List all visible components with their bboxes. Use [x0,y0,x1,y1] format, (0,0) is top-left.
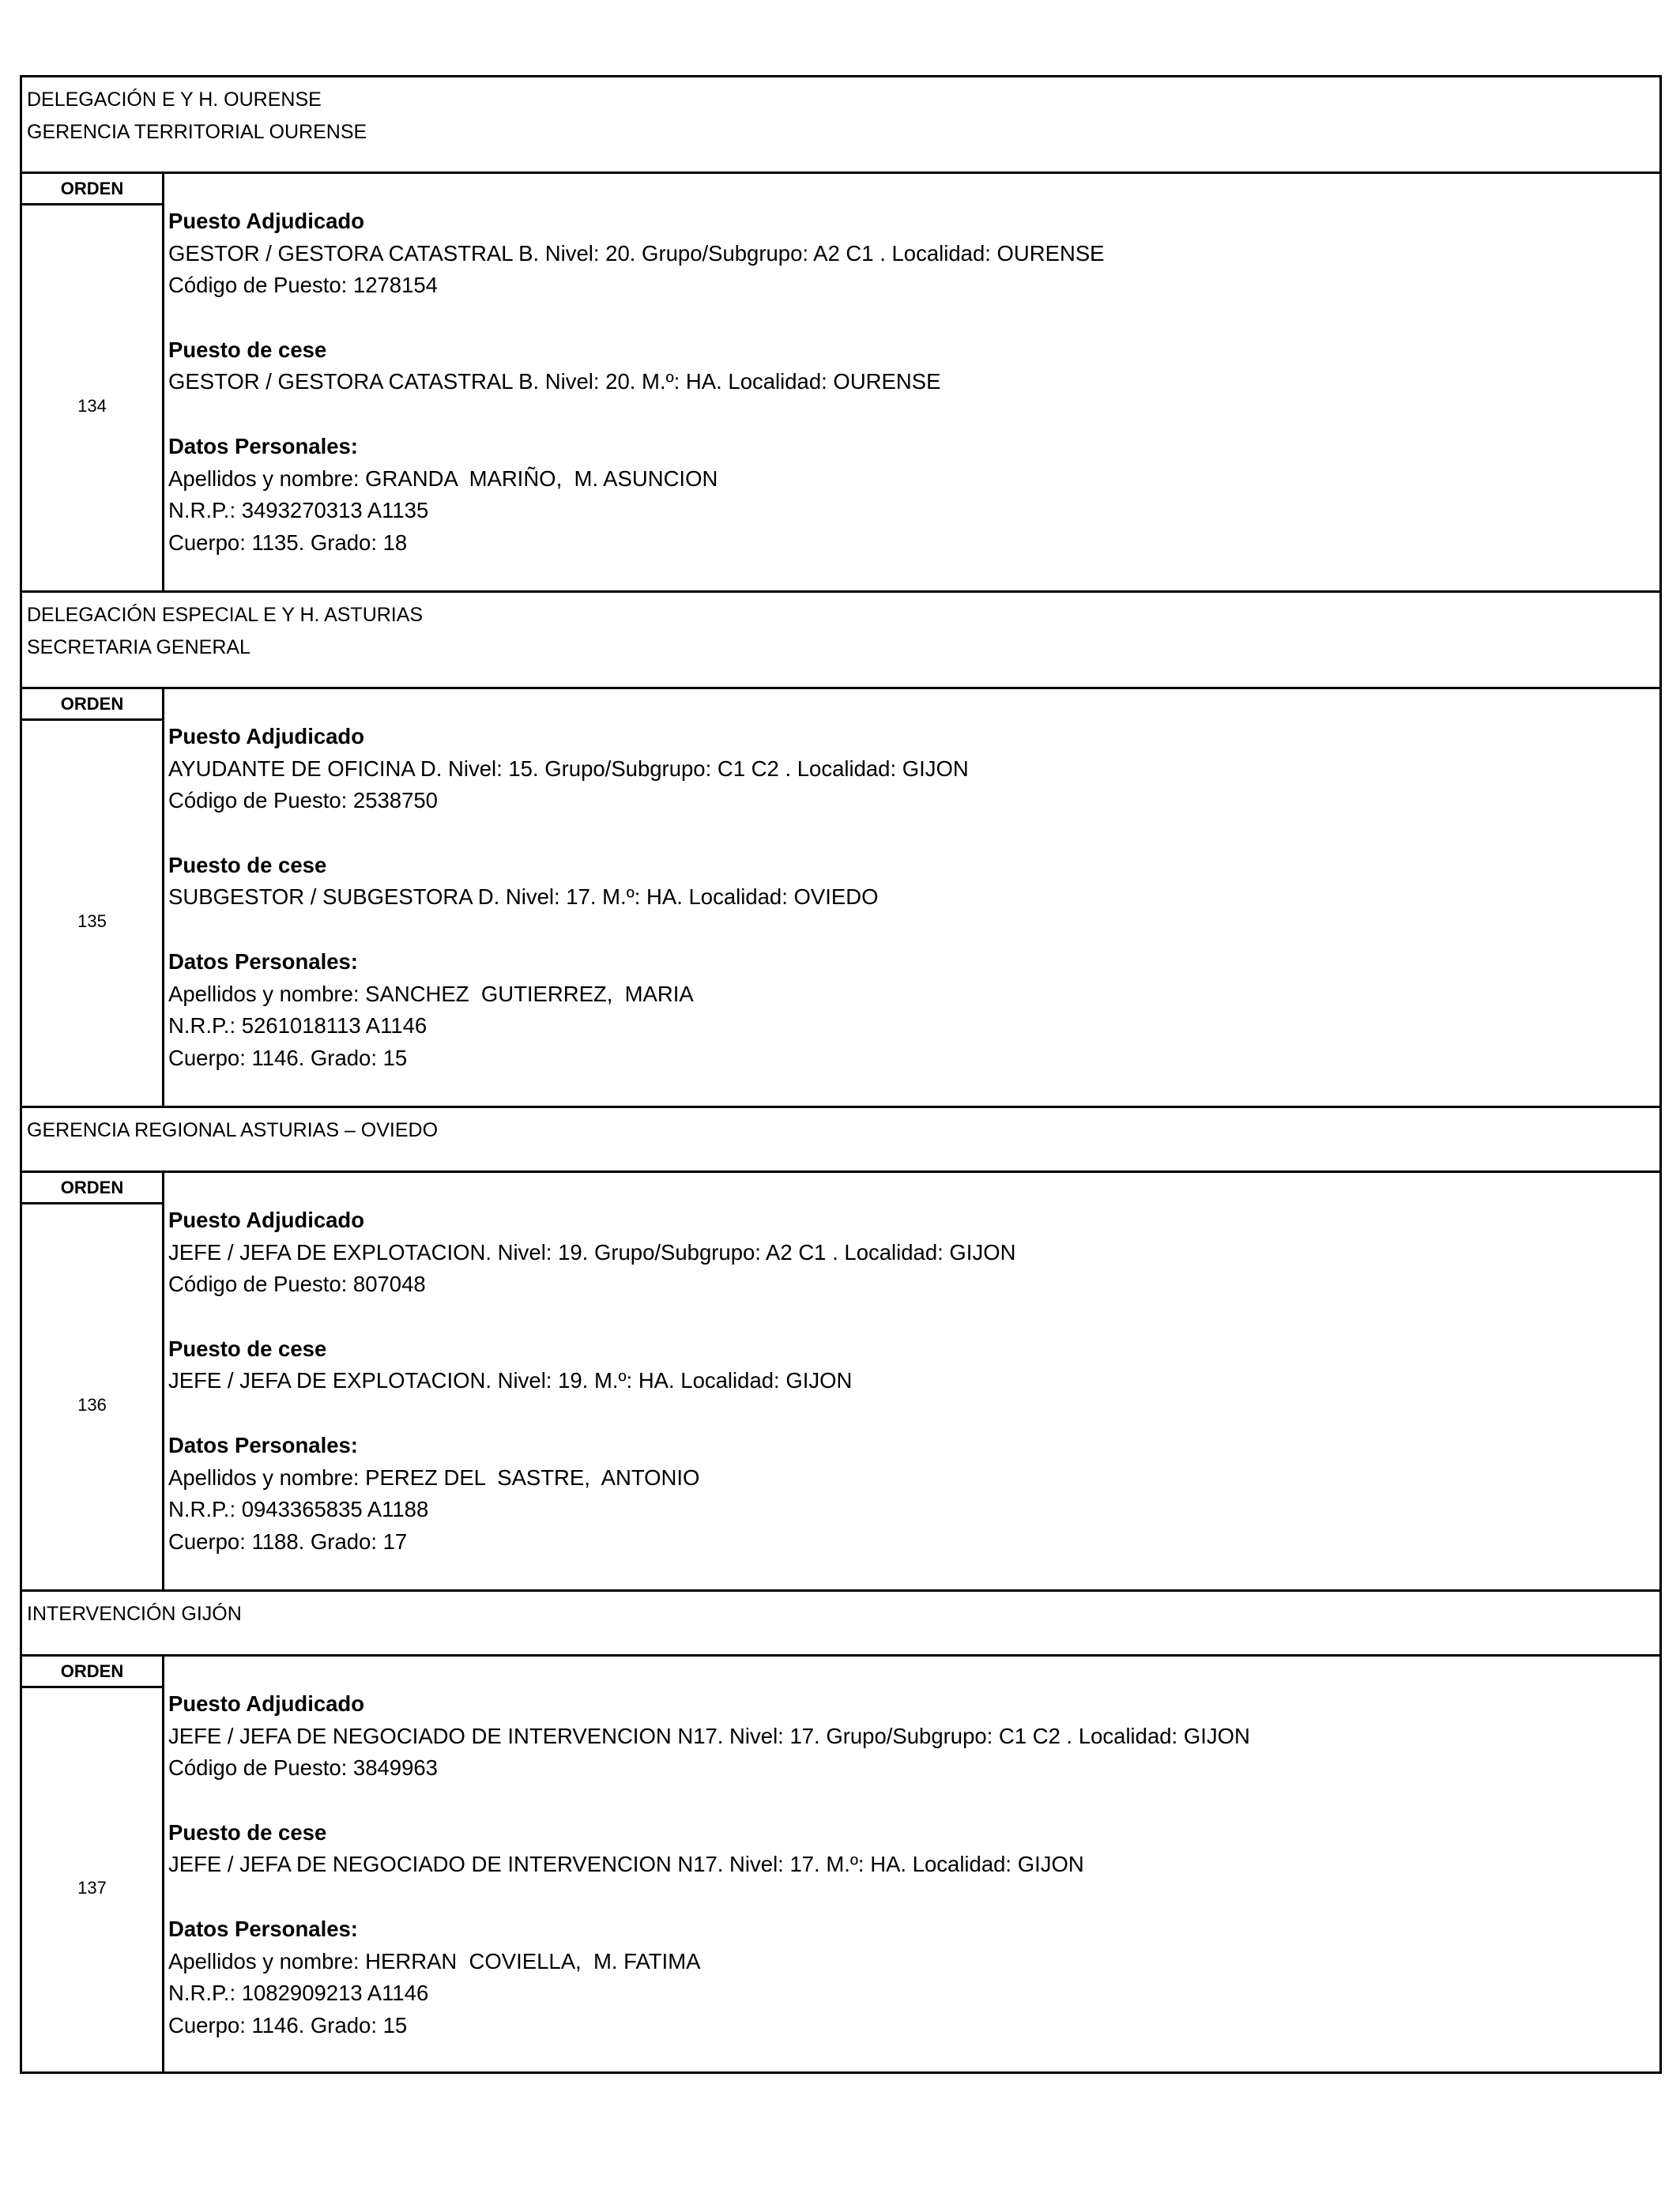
datos-personales-title: Datos Personales: [168,948,358,974]
apellidos-nombre: Apellidos y nombre: HERRAN COVIELLA, M. FATIMA [168,1948,701,1973]
section-header [22,1108,1659,1173]
adjudicado-description: JEFE / JEFA DE EXPLOTACION. Nivel: 19. Grupo/Subgrupo: A2 C1 . Localidad: GIJON [168,1239,1016,1265]
entry-details [164,1173,1659,1589]
datos-personales-title: Datos Personales: [168,433,358,458]
adjudicado-title: Puesto Adjudicado [168,1691,365,1716]
orden-number: 134 [77,395,107,416]
adjudicado-title: Puesto Adjudicado [168,724,365,748]
cuerpo-grado: Cuerpo: 1188. Grado: 17 [168,1529,408,1554]
section-header [22,77,1659,174]
cese-title: Puesto de cese [168,1819,327,1845]
datos-personales-title: Datos Personales: [168,1432,358,1457]
adjudicado-description: AYUDANTE DE OFICINA D. Nivel: 15. Grupo/Subgrupo: C1 C2 . Localidad: GIJON [168,756,969,781]
section-header-line: GERENCIA REGIONAL ASTURIAS – OVIEDO [27,1119,439,1141]
nrp: N.R.P.: 3493270313 A1135 [168,498,429,523]
entry-details [164,174,1659,590]
orden-number: 135 [77,910,107,931]
orden-label: ORDEN [22,1173,162,1204]
apellidos-nombre: Apellidos y nombre: PEREZ DEL SASTRE, ANTONIO [168,1465,700,1490]
cuerpo-grado: Cuerpo: 1146. Grado: 15 [168,2012,408,2038]
orden-column [22,1657,164,2071]
nrp: N.R.P.: 0943365835 A1188 [168,1497,429,1522]
apellidos-nombre: Apellidos y nombre: GRANDA MARIÑO, M. ASUNCION [168,466,718,491]
datos-personales-title: Datos Personales: [168,1916,358,1941]
section-header-line: GERENCIA TERRITORIAL OURENSE [27,121,367,143]
orden-label: ORDEN [22,174,162,205]
orden-column [22,689,164,1106]
codigo-puesto: Código de Puesto: 2538750 [168,788,438,813]
section-header [22,593,1659,689]
adjudication-table [20,75,1662,2074]
table-row [22,174,1659,593]
section-header-line: DELEGACIÓN ESPECIAL E Y H. ASTURIAS [27,604,424,626]
cese-title: Puesto de cese [168,337,327,362]
orden-column [22,1173,164,1589]
cuerpo-grado: Cuerpo: 1135. Grado: 18 [168,530,408,555]
adjudicado-title: Puesto Adjudicado [168,1208,365,1232]
nrp: N.R.P.: 5261018113 A1146 [168,1013,428,1039]
codigo-puesto: Código de Puesto: 807048 [168,1272,426,1297]
cuerpo-grado: Cuerpo: 1146. Grado: 15 [168,1045,408,1070]
orden-number: 137 [77,1877,107,1898]
table-row [22,1173,1659,1592]
apellidos-nombre: Apellidos y nombre: SANCHEZ GUTIERREZ, MARIA [168,981,694,1006]
cese-description: JEFE / JEFA DE EXPLOTACION. Nivel: 19. M.º: HA. Localidad: GIJON [168,1368,853,1393]
orden-label: ORDEN [22,689,162,721]
orden-number: 136 [77,1394,107,1415]
entry-details [164,1657,1659,2071]
orden-label: ORDEN [22,1657,162,1688]
table-row [22,689,1659,1108]
cese-title: Puesto de cese [168,852,327,877]
adjudicado-description: GESTOR / GESTORA CATASTRAL B. Nivel: 20. Grupo/Subgrupo: A2 C1 . Localidad: OURENSE [168,240,1105,266]
codigo-puesto: Código de Puesto: 1278154 [168,273,438,298]
table-row [22,1657,1659,2074]
section-header-line: SECRETARIA GENERAL [27,636,250,658]
cese-description: SUBGESTOR / SUBGESTORA D. Nivel: 17. M.º: HA. Localidad: OVIEDO [168,884,879,910]
cese-description: GESTOR / GESTORA CATASTRAL B. Nivel: 20. M.º: HA. Localidad: OURENSE [168,369,941,394]
cese-description: JEFE / JEFA DE NEGOCIADO DE INTERVENCION N17. Nivel: 17. M.º: HA. Localidad: GIJON [168,1852,1084,1877]
adjudicado-title: Puesto Adjudicado [168,209,365,233]
orden-column [22,174,164,590]
section-header-line: INTERVENCIÓN GIJÓN [27,1603,242,1625]
nrp: N.R.P.: 1082909213 A1146 [168,1981,429,2006]
codigo-puesto: Código de Puesto: 3849963 [168,1755,438,1781]
section-header-line: DELEGACIÓN E Y H. OURENSE [27,89,322,111]
entry-details [164,689,1659,1106]
section-header [22,1592,1659,1657]
adjudicado-description: JEFE / JEFA DE NEGOCIADO DE INTERVENCION N17. Nivel: 17. Grupo/Subgrupo: C1 C2 . Localidad: GIJON [168,1723,1250,1748]
cese-title: Puesto de cese [168,1336,327,1361]
